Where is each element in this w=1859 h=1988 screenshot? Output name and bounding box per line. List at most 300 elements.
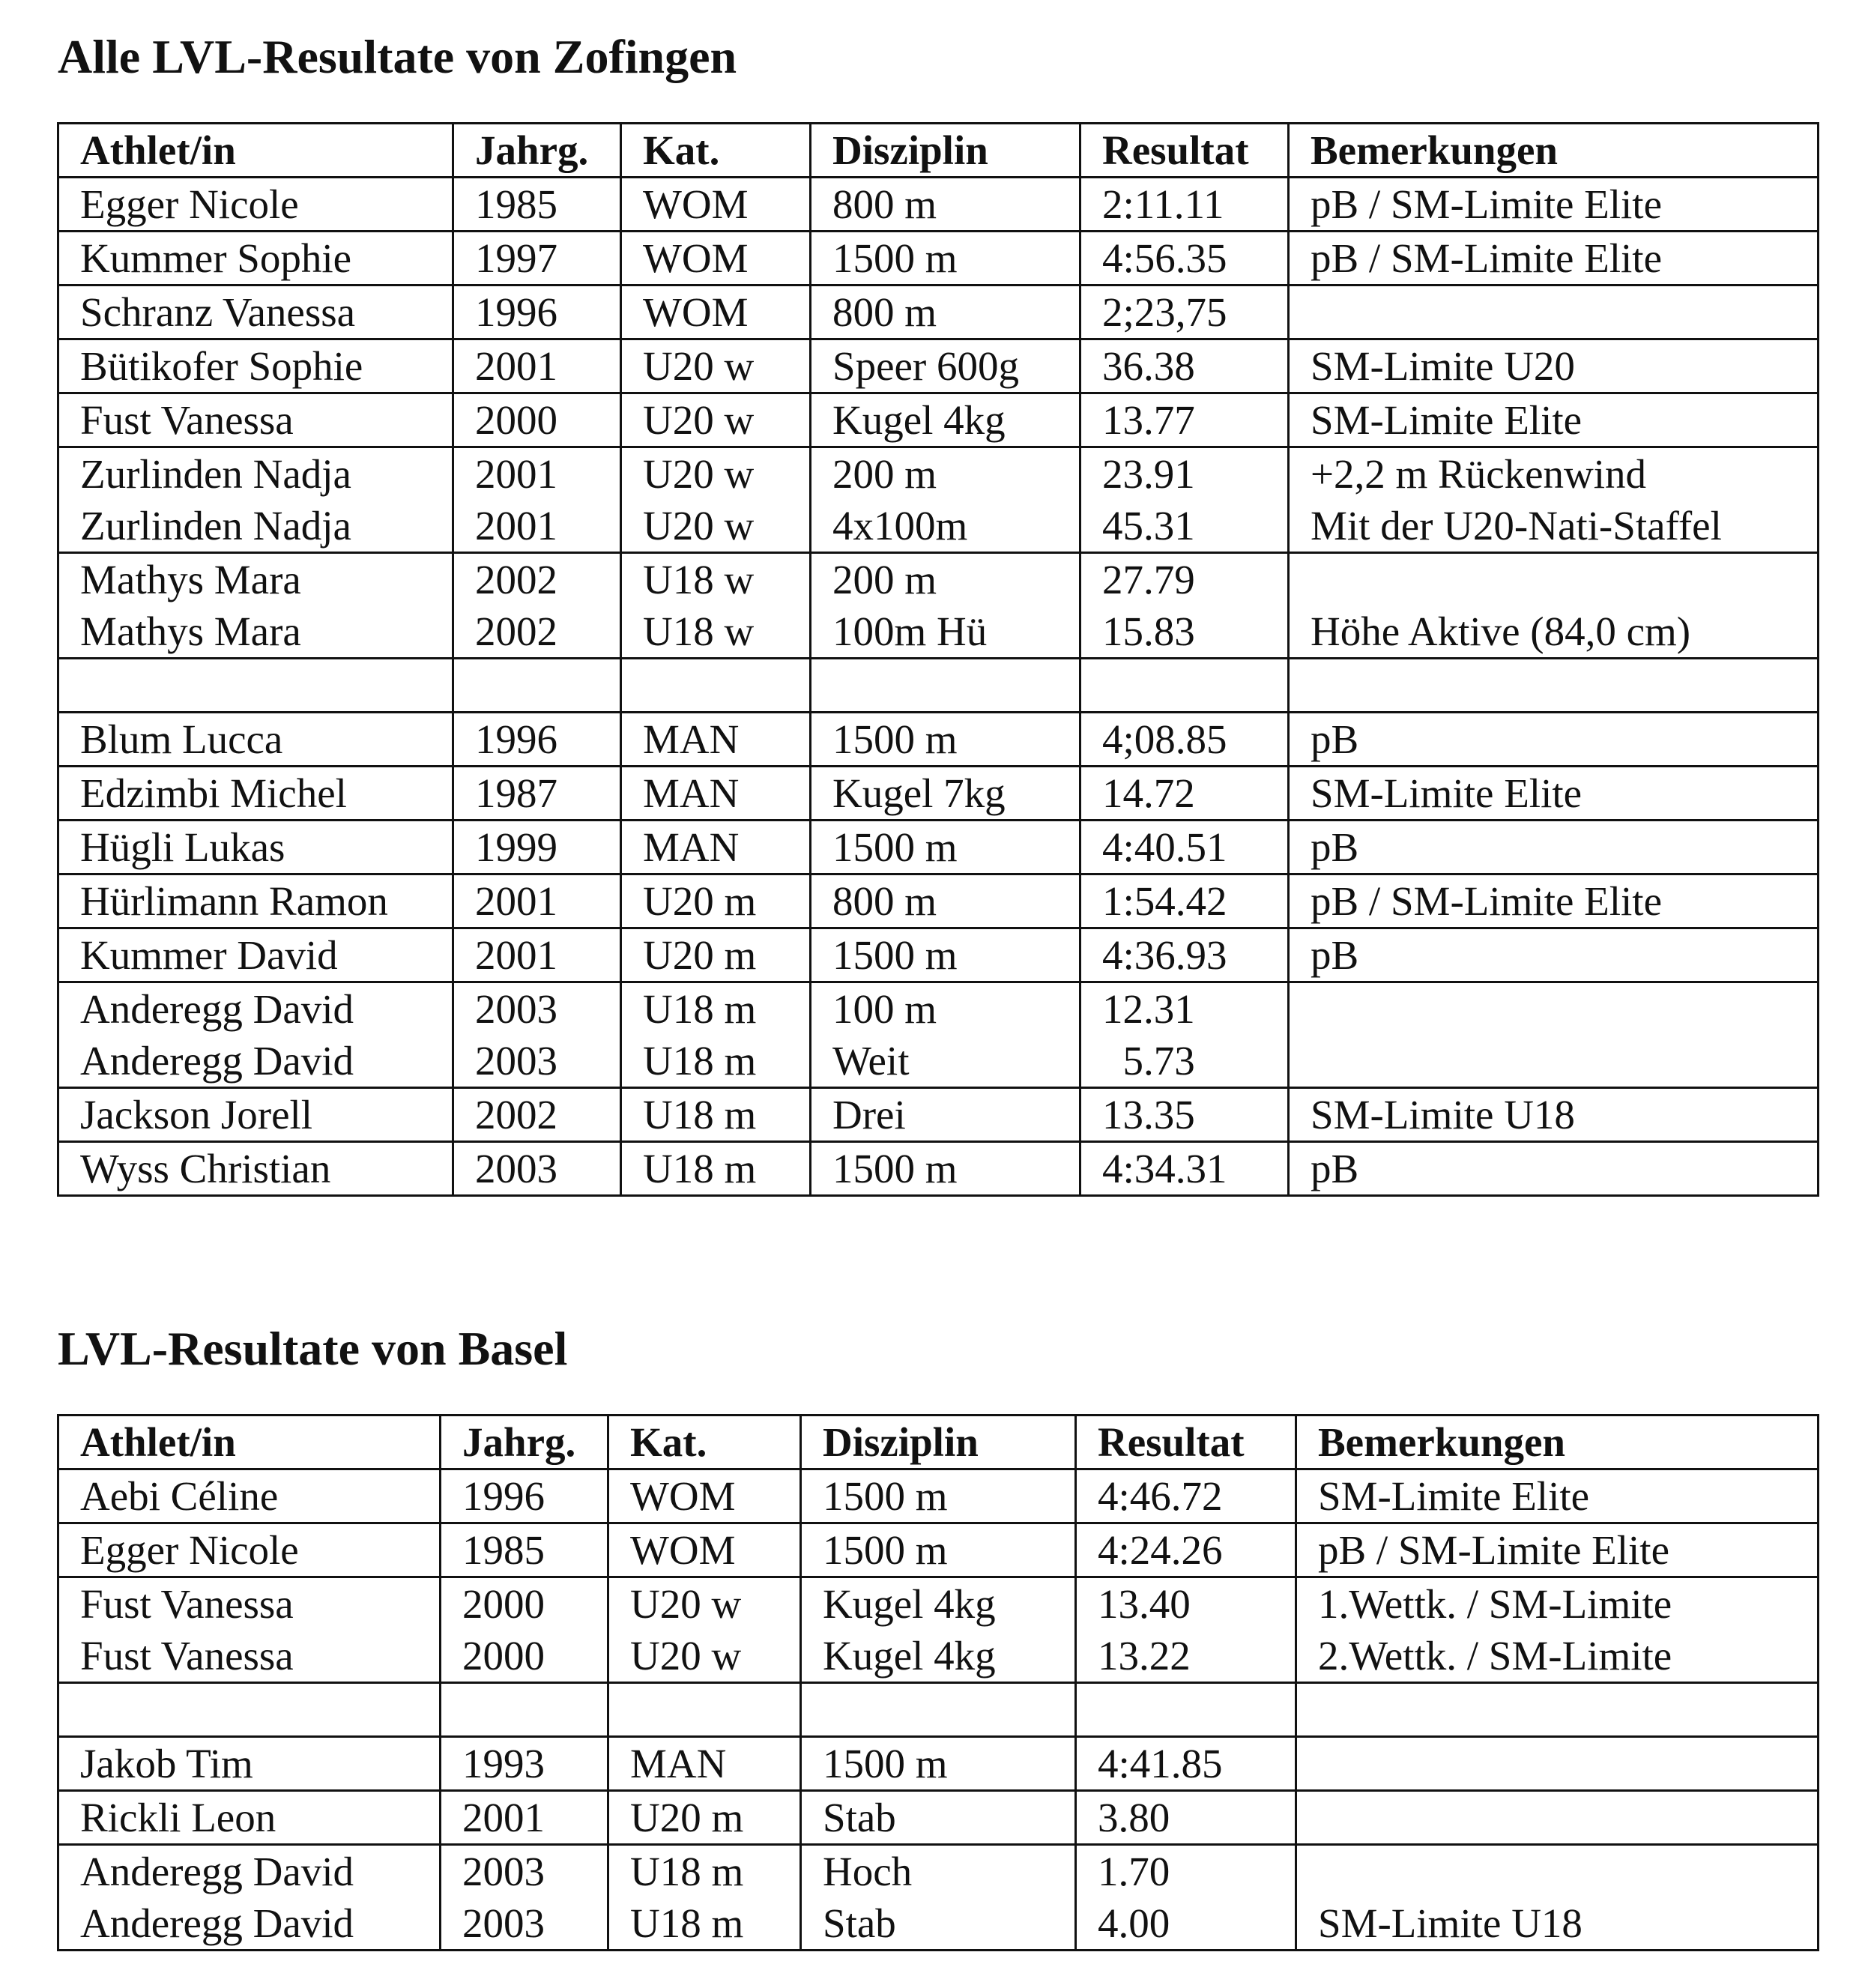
table-row <box>58 553 1819 659</box>
cell-category <box>608 1683 801 1737</box>
cell-athlete <box>58 1737 441 1791</box>
cell-line: Anderegg David <box>80 1849 354 1894</box>
cell-athlete <box>58 821 453 874</box>
cell-line: 2002 <box>475 608 557 654</box>
cell-line: U20 w <box>643 343 755 389</box>
cell-line: Schranz Vanessa <box>80 289 356 335</box>
table-row <box>58 1469 1819 1523</box>
cell-line: Edzimbi Michel <box>80 770 347 816</box>
cell-line: 5.73 <box>1102 1038 1195 1084</box>
cell-line: 2001 <box>475 878 557 924</box>
cell-category <box>621 982 811 1088</box>
cell-line: Jackson Jorell <box>80 1092 313 1137</box>
table-spacer-row <box>58 659 1819 713</box>
cell-line: 4x100m <box>832 503 968 549</box>
cell-remarks <box>1289 874 1819 928</box>
cell-remarks <box>1296 1523 1819 1577</box>
cell-category <box>621 553 811 659</box>
cell-discipline <box>801 1469 1076 1523</box>
cell-year <box>453 553 621 659</box>
cell-line: 2000 <box>462 1581 545 1627</box>
cell-line: SM-Limite Elite <box>1318 1473 1590 1519</box>
cell-line: SM-Limite U18 <box>1311 1092 1575 1137</box>
table-row <box>58 767 1819 821</box>
cell-discipline <box>801 1523 1076 1577</box>
cell-line: pB / SM-Limite Elite <box>1311 181 1663 227</box>
cell-remarks <box>1289 982 1819 1088</box>
cell-athlete <box>58 982 453 1088</box>
cell-result <box>1080 874 1289 928</box>
cell-remarks <box>1289 1088 1819 1142</box>
cell-line: pB / SM-Limite Elite <box>1318 1527 1670 1573</box>
cell-line: 2.Wettk. / SM-Limite <box>1318 1633 1672 1679</box>
cell-line: 4:41.85 <box>1098 1741 1223 1786</box>
cell-line: U20 w <box>643 397 755 443</box>
cell-line <box>1311 659 1817 711</box>
cell-line: pB / SM-Limite Elite <box>1311 235 1663 281</box>
cell-line: Anderegg David <box>80 1038 354 1084</box>
cell-line: 1985 <box>475 181 557 227</box>
cell-line: 1500 m <box>832 932 958 978</box>
cell-line: MAN <box>643 770 740 816</box>
cell-line: Stab <box>823 1900 896 1946</box>
table-header-row <box>58 1416 1819 1469</box>
cell-result <box>1080 767 1289 821</box>
cell-line <box>475 659 620 711</box>
cell-line: 1985 <box>462 1527 545 1573</box>
column-header-category: Kat. <box>621 124 811 178</box>
cell-discipline <box>811 982 1080 1088</box>
cell-category <box>621 874 811 928</box>
cell-line: 2002 <box>475 1092 557 1137</box>
cell-line: 1500 m <box>832 716 958 762</box>
cell-line: MAN <box>643 824 740 870</box>
cell-line: 2003 <box>462 1900 545 1946</box>
cell-category <box>621 285 811 339</box>
cell-athlete <box>58 232 453 285</box>
cell-result <box>1080 393 1289 447</box>
table-row <box>58 1791 1819 1845</box>
cell-line: Kugel 4kg <box>832 397 1006 443</box>
cell-category <box>621 447 811 553</box>
cell-category <box>608 1469 801 1523</box>
cell-line: pB / SM-Limite Elite <box>1311 878 1663 924</box>
cell-line: Kummer Sophie <box>80 235 352 281</box>
cell-line: 1500 m <box>823 1473 948 1519</box>
cell-discipline <box>811 393 1080 447</box>
cell-line: pB <box>1311 824 1359 870</box>
cell-line: U18 m <box>630 1900 744 1946</box>
cell-line: Mathys Mara <box>80 557 301 602</box>
cell-remarks <box>1289 285 1819 339</box>
cell-line: 1500 m <box>832 235 958 281</box>
cell-year <box>453 821 621 874</box>
cell-year <box>441 1523 608 1577</box>
cell-discipline <box>811 1088 1080 1142</box>
cell-remarks <box>1289 659 1819 713</box>
cell-line: Fust Vanessa <box>80 1581 294 1627</box>
cell-line: Hügli Lukas <box>80 824 285 870</box>
cell-line: U20 m <box>643 878 757 924</box>
cell-line: +2,2 m Rückenwind <box>1311 451 1647 497</box>
column-header-result: Resultat <box>1076 1416 1296 1469</box>
cell-line: 2003 <box>475 986 557 1032</box>
cell-discipline <box>811 447 1080 553</box>
cell-line: pB <box>1311 716 1359 762</box>
table-spacer-row <box>58 1683 1819 1737</box>
column-header-athlete: Athlet/in <box>58 124 453 178</box>
cell-line: 13.22 <box>1098 1633 1191 1679</box>
cell-athlete <box>58 767 453 821</box>
cell-line <box>643 659 809 711</box>
cell-year <box>453 1088 621 1142</box>
cell-line: Wyss Christian <box>80 1146 331 1191</box>
cell-line <box>462 1684 607 1735</box>
cell-athlete <box>58 928 453 982</box>
column-header-remarks: Bemerkungen <box>1289 124 1819 178</box>
column-header-discipline: Disziplin <box>801 1416 1076 1469</box>
cell-discipline <box>811 713 1080 767</box>
cell-line: Bütikofer Sophie <box>80 343 363 389</box>
cell-category <box>621 767 811 821</box>
cell-line: 100 m <box>832 986 937 1032</box>
cell-discipline <box>811 553 1080 659</box>
cell-line: 4:56.35 <box>1102 235 1227 281</box>
cell-line: 1.70 <box>1098 1849 1170 1894</box>
cell-discipline <box>811 659 1080 713</box>
column-header-category: Kat. <box>608 1416 801 1469</box>
cell-discipline <box>811 232 1080 285</box>
zofingen-results-table <box>57 122 1819 1197</box>
cell-line: Kugel 7kg <box>832 770 1006 816</box>
cell-athlete <box>58 285 453 339</box>
cell-category <box>621 232 811 285</box>
cell-result <box>1080 553 1289 659</box>
cell-athlete <box>58 447 453 553</box>
table-row <box>58 821 1819 874</box>
cell-result <box>1080 713 1289 767</box>
table-row <box>58 393 1819 447</box>
cell-line: 1996 <box>475 289 557 335</box>
cell-line: 1:54.42 <box>1102 878 1227 924</box>
cell-result <box>1076 1791 1296 1845</box>
cell-line: 800 m <box>832 289 937 335</box>
cell-year <box>441 1469 608 1523</box>
cell-line: U20 w <box>630 1633 742 1679</box>
table-row <box>58 1088 1819 1142</box>
cell-line: 200 m <box>832 557 937 602</box>
cell-line: Drei <box>832 1092 906 1137</box>
cell-line: MAN <box>630 1741 727 1786</box>
cell-line: SM-Limite U18 <box>1318 1900 1583 1946</box>
cell-line: Egger Nicole <box>80 1527 299 1573</box>
cell-line: U20 m <box>643 932 757 978</box>
cell-year <box>453 982 621 1088</box>
cell-year <box>453 767 621 821</box>
cell-line: Speer 600g <box>832 343 1019 389</box>
cell-athlete <box>58 1791 441 1845</box>
cell-discipline <box>811 1142 1080 1196</box>
cell-remarks <box>1289 232 1819 285</box>
cell-discipline <box>801 1845 1076 1951</box>
cell-discipline <box>801 1791 1076 1845</box>
cell-line: Weit <box>832 1038 910 1084</box>
cell-line: U20 w <box>643 503 755 549</box>
table-row <box>58 178 1819 232</box>
cell-line <box>1318 1684 1817 1735</box>
cell-line <box>1311 1035 1817 1087</box>
cell-line: pB <box>1311 1146 1359 1191</box>
cell-year <box>453 232 621 285</box>
cell-line: 800 m <box>832 181 937 227</box>
column-header-year: Jahrg. <box>453 124 621 178</box>
cell-line: U20 m <box>630 1795 744 1840</box>
basel-title: LVL-Resultate von Basel <box>58 1322 568 1375</box>
table-row <box>58 928 1819 982</box>
cell-result <box>1080 339 1289 393</box>
cell-athlete <box>58 393 453 447</box>
cell-category <box>621 178 811 232</box>
cell-category <box>608 1791 801 1845</box>
cell-remarks <box>1296 1469 1819 1523</box>
cell-line: 4:24.26 <box>1098 1527 1223 1573</box>
cell-line: 13.40 <box>1098 1581 1191 1627</box>
cell-line: Hoch <box>823 1849 913 1894</box>
cell-line: 1993 <box>462 1741 545 1786</box>
cell-line: 2003 <box>475 1146 557 1191</box>
cell-line: U18 w <box>643 608 755 654</box>
cell-athlete <box>58 1142 453 1196</box>
column-header-year: Jahrg. <box>441 1416 608 1469</box>
cell-category <box>621 393 811 447</box>
cell-line: 13.35 <box>1102 1092 1195 1137</box>
cell-line: 13.77 <box>1102 397 1195 443</box>
cell-year <box>453 659 621 713</box>
cell-line: Fust Vanessa <box>80 1633 294 1679</box>
cell-athlete <box>58 178 453 232</box>
cell-line <box>1318 1846 1817 1897</box>
cell-line: Hürlimann Ramon <box>80 878 388 924</box>
cell-line: 2001 <box>475 343 557 389</box>
cell-line: 2001 <box>475 503 557 549</box>
cell-line: 27.79 <box>1102 557 1195 602</box>
cell-result <box>1076 1737 1296 1791</box>
cell-line <box>1318 1738 1817 1789</box>
cell-category <box>621 1088 811 1142</box>
cell-year <box>453 874 621 928</box>
cell-line: 2;23,75 <box>1102 289 1227 335</box>
cell-athlete <box>58 339 453 393</box>
table-row <box>58 874 1819 928</box>
cell-remarks <box>1296 1737 1819 1791</box>
cell-line: 4;08.85 <box>1102 716 1227 762</box>
table-row <box>58 1845 1819 1951</box>
cell-line: 1500 m <box>832 824 958 870</box>
cell-line: 200 m <box>832 451 937 497</box>
cell-remarks <box>1296 1845 1819 1951</box>
cell-athlete <box>58 1577 441 1683</box>
table-row <box>58 1523 1819 1577</box>
cell-line: 1.Wettk. / SM-Limite <box>1318 1581 1672 1627</box>
cell-line: Egger Nicole <box>80 181 299 227</box>
cell-result <box>1080 821 1289 874</box>
cell-result <box>1080 447 1289 553</box>
cell-line: WOM <box>630 1527 736 1573</box>
table-row <box>58 713 1819 767</box>
cell-result <box>1080 232 1289 285</box>
cell-year <box>453 285 621 339</box>
cell-line <box>1311 983 1817 1035</box>
cell-line: 2:11.11 <box>1102 181 1224 227</box>
cell-line: Anderegg David <box>80 1900 354 1946</box>
cell-line: 36.38 <box>1102 343 1195 389</box>
cell-line: U18 m <box>643 1146 757 1191</box>
cell-athlete <box>58 713 453 767</box>
cell-discipline <box>811 178 1080 232</box>
cell-category <box>621 1142 811 1196</box>
cell-line: 1500 m <box>832 1146 958 1191</box>
cell-remarks <box>1289 1142 1819 1196</box>
cell-line <box>1098 1684 1295 1735</box>
cell-line <box>1311 286 1817 338</box>
cell-discipline <box>811 767 1080 821</box>
cell-line <box>823 1684 1074 1735</box>
cell-line: 15.83 <box>1102 608 1195 654</box>
cell-line: U20 w <box>643 451 755 497</box>
cell-category <box>621 713 811 767</box>
cell-line: Kummer David <box>80 932 338 978</box>
cell-discipline <box>801 1577 1076 1683</box>
cell-remarks <box>1296 1791 1819 1845</box>
cell-remarks <box>1289 447 1819 553</box>
cell-athlete <box>58 1523 441 1577</box>
cell-remarks <box>1289 339 1819 393</box>
cell-line: Mit der U20-Nati-Staffel <box>1311 503 1722 549</box>
cell-result <box>1080 928 1289 982</box>
cell-line <box>80 1684 439 1735</box>
cell-line: 2003 <box>462 1849 545 1894</box>
cell-discipline <box>801 1683 1076 1737</box>
cell-line: Blum Lucca <box>80 716 283 762</box>
cell-category <box>608 1845 801 1951</box>
table-row <box>58 1737 1819 1791</box>
zofingen-title: Alle LVL-Resultate von Zofingen <box>58 30 737 83</box>
table-row <box>58 285 1819 339</box>
cell-remarks <box>1289 553 1819 659</box>
cell-line: Zurlinden Nadja <box>80 451 351 497</box>
cell-athlete <box>58 1469 441 1523</box>
cell-line: Jakob Tim <box>80 1741 253 1786</box>
cell-line: 2000 <box>462 1633 545 1679</box>
cell-athlete <box>58 1845 441 1951</box>
cell-line: WOM <box>643 235 749 281</box>
cell-line <box>80 659 452 711</box>
basel-results-table <box>57 1414 1819 1951</box>
cell-line: Zurlinden Nadja <box>80 503 351 549</box>
table-row <box>58 982 1819 1088</box>
cell-line: 4:46.72 <box>1098 1473 1223 1519</box>
cell-discipline <box>811 339 1080 393</box>
cell-category <box>621 821 811 874</box>
cell-remarks <box>1289 713 1819 767</box>
cell-line: SM-Limite U20 <box>1311 343 1575 389</box>
cell-line: 3.80 <box>1098 1795 1170 1840</box>
cell-line: 4:40.51 <box>1102 824 1227 870</box>
cell-line: 1996 <box>475 716 557 762</box>
cell-line: Höhe Aktive (84,0 cm) <box>1311 608 1691 654</box>
cell-year <box>453 447 621 553</box>
cell-line: SM-Limite Elite <box>1311 770 1583 816</box>
cell-line: 1999 <box>475 824 557 870</box>
cell-athlete <box>58 1088 453 1142</box>
cell-line: pB <box>1311 932 1359 978</box>
cell-line: 23.91 <box>1102 451 1195 497</box>
cell-year <box>453 713 621 767</box>
cell-line: Mathys Mara <box>80 608 301 654</box>
cell-result <box>1076 1845 1296 1951</box>
cell-line: 45.31 <box>1102 503 1195 549</box>
cell-line: 800 m <box>832 878 937 924</box>
table-row <box>58 339 1819 393</box>
cell-year <box>441 1845 608 1951</box>
cell-line: U18 m <box>643 986 757 1032</box>
cell-line: 4.00 <box>1098 1900 1170 1946</box>
cell-category <box>608 1577 801 1683</box>
cell-line: Aebi Céline <box>80 1473 279 1519</box>
cell-line: 1996 <box>462 1473 545 1519</box>
column-header-discipline: Disziplin <box>811 124 1080 178</box>
cell-line: WOM <box>643 289 749 335</box>
cell-year <box>453 928 621 982</box>
table-row <box>58 232 1819 285</box>
cell-result <box>1076 1683 1296 1737</box>
cell-discipline <box>811 928 1080 982</box>
cell-line: 2000 <box>475 397 557 443</box>
cell-result <box>1080 1142 1289 1196</box>
cell-line: 12.31 <box>1102 986 1195 1032</box>
cell-remarks <box>1289 393 1819 447</box>
cell-category <box>621 659 811 713</box>
cell-year <box>441 1577 608 1683</box>
cell-line: 1500 m <box>823 1741 948 1786</box>
table-row <box>58 1142 1819 1196</box>
cell-line: U18 m <box>643 1038 757 1084</box>
cell-result <box>1080 178 1289 232</box>
cell-result <box>1076 1523 1296 1577</box>
cell-remarks <box>1289 928 1819 982</box>
cell-category <box>621 928 811 982</box>
cell-year <box>441 1683 608 1737</box>
cell-category <box>621 339 811 393</box>
cell-result <box>1080 982 1289 1088</box>
cell-line <box>630 1684 799 1735</box>
table-header-row <box>58 124 1819 178</box>
cell-line: SM-Limite Elite <box>1311 397 1583 443</box>
cell-line <box>1102 659 1287 711</box>
column-header-remarks: Bemerkungen <box>1296 1416 1819 1469</box>
cell-athlete <box>58 874 453 928</box>
cell-year <box>453 393 621 447</box>
cell-line: 1997 <box>475 235 557 281</box>
cell-line: 1500 m <box>823 1527 948 1573</box>
cell-line: MAN <box>643 716 740 762</box>
cell-discipline <box>811 874 1080 928</box>
cell-line: 100m Hü <box>832 608 988 654</box>
cell-result <box>1080 1088 1289 1142</box>
cell-line: Stab <box>823 1795 896 1840</box>
cell-line: 2001 <box>475 451 557 497</box>
cell-line: WOM <box>643 181 749 227</box>
